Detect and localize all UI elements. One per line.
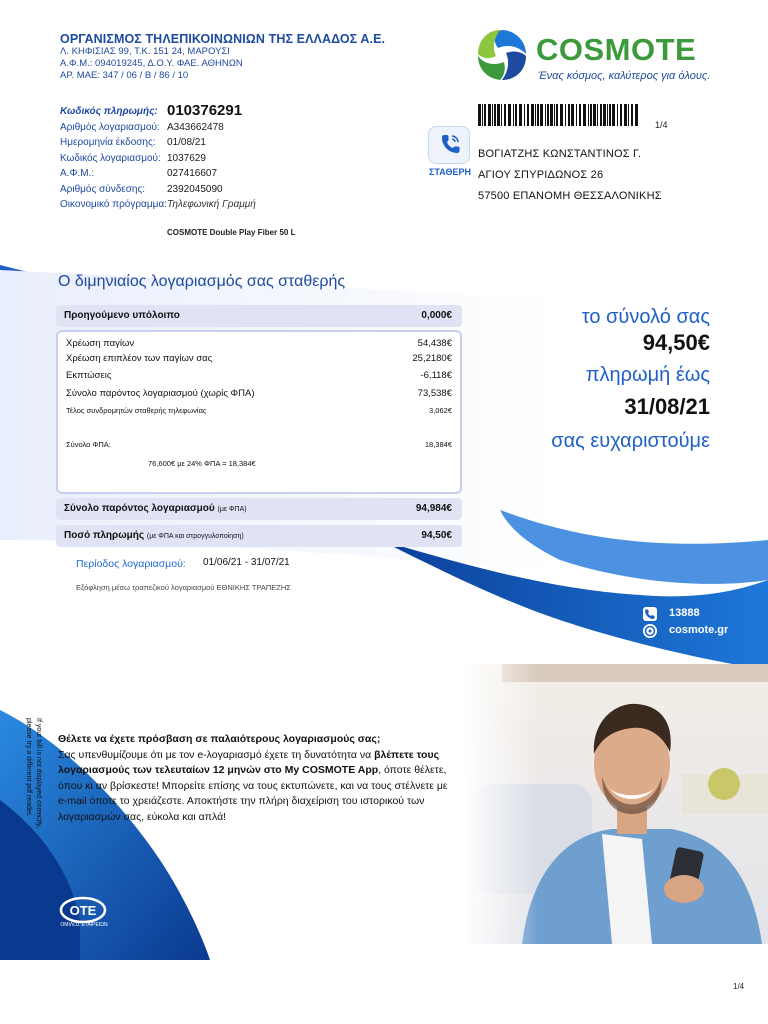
- charge-value: 73,538€: [417, 388, 452, 399]
- globe-icon: [643, 624, 657, 638]
- previous-balance-label: Προηγούμενο υπόλοιπο: [64, 310, 180, 321]
- barcode-bar: [554, 104, 555, 126]
- charge-label: Σύνολο παρόντος λογαριασμού (χωρίς ΦΠΑ): [66, 388, 255, 399]
- barcode-bar: [579, 104, 581, 126]
- barcode-bar: [513, 104, 514, 126]
- barcode-bar: [545, 104, 546, 126]
- charge-label: Τέλος συνδρομητών σταθερής τηλεφωνίας: [66, 406, 207, 415]
- total-amount: 94,50€: [642, 330, 710, 355]
- barcode-bar: [484, 104, 486, 126]
- period-label: Περίοδος λογαριασμού:: [76, 558, 186, 570]
- promo-body-1: Σας υπενθυμίζουμε ότι με τον e-λογαριασμό έχετε τη δυνατότητα να: [58, 748, 375, 761]
- charge-label: Εκπτώσεις: [66, 370, 112, 381]
- cosmote-logo-icon: [474, 26, 530, 84]
- info-row-account-number: [60, 122, 360, 138]
- info-row-issue-date: [60, 137, 360, 153]
- barcode-bar: [492, 104, 493, 126]
- barcode-bar: [488, 104, 491, 126]
- barcode: [478, 104, 638, 126]
- ote-logo-icon: [58, 895, 108, 925]
- period-value: 01/06/21 - 31/07/21: [203, 557, 290, 568]
- charge-value: 25,2180€: [412, 353, 452, 364]
- barcode-bar: [501, 104, 502, 126]
- vat-total-row: [66, 440, 452, 449]
- company-registry: ΑΡ. ΜΑΕ: 347 / 06 / Β / 86 / 10: [60, 70, 189, 81]
- charge-row: [66, 353, 452, 364]
- company-address: Λ. ΚΗΦΙΣΙΑΣ 99, Τ.Κ. 151 24, ΜΑΡΟΥΣΙ: [60, 46, 230, 57]
- contact-web: cosmote.gr: [669, 624, 729, 636]
- barcode-bar: [590, 104, 592, 126]
- charge-value: -6,118€: [420, 370, 452, 381]
- statement-title-prefix: Ο διμηνιαίος: [58, 273, 147, 290]
- plan-name: COSMOTE Double Play Fiber 50 L: [167, 228, 296, 237]
- promo-text: [58, 732, 458, 825]
- info-label: Α.Φ.Μ.:: [60, 168, 95, 179]
- previous-balance-value: 0,000€: [421, 310, 452, 321]
- ote-logo-text: ΟΤΕ: [69, 903, 97, 918]
- barcode-bar: [568, 104, 570, 126]
- barcode-bar: [535, 104, 536, 126]
- barcode-bar: [482, 104, 483, 126]
- contact-block: [643, 607, 728, 641]
- charge-value: 3,062€: [429, 406, 452, 415]
- barcode-bar: [607, 104, 608, 126]
- phone-icon: [429, 127, 471, 165]
- amount-due-note: (με ΦΠΑ και στρογγυλοποίηση): [146, 533, 244, 540]
- info-label: Ημερομηνία έκδοσης:: [60, 137, 156, 148]
- info-row-account-code: [60, 153, 360, 169]
- cosmote-logo: [474, 26, 714, 86]
- barcode-bar: [628, 104, 629, 126]
- barcode-bar: [497, 104, 500, 126]
- previous-balance-row: [56, 305, 462, 327]
- barcode-bar: [478, 104, 481, 126]
- barcode-bar: [576, 104, 577, 126]
- landline-service-icon: [428, 126, 470, 164]
- barcode-bar: [631, 104, 633, 126]
- barcode-bar: [603, 104, 606, 126]
- info-value: 010376291: [167, 102, 243, 119]
- company-name: ΟΡΓΑΝΙΣΜΟΣ ΤΗΛΕΠΙΚΟΙΝΩΝΙΩΝ ΤΗΣ ΕΛΛΑΔΟΣ Α.Ε.: [60, 32, 386, 46]
- info-row-payment-code: [60, 102, 360, 122]
- info-row-connection-number: [60, 184, 360, 200]
- barcode-bar: [537, 104, 539, 126]
- info-value: 01/08/21: [167, 137, 206, 148]
- info-label: Αριθμός λογαριασμού:: [60, 121, 160, 133]
- barcode-bar: [556, 104, 558, 126]
- charge-row: [66, 406, 452, 415]
- barcode-bar: [600, 104, 602, 126]
- info-value: 2392045090: [167, 183, 223, 195]
- barcode-bar: [593, 104, 596, 126]
- charge-row: [66, 388, 452, 399]
- barcode-bar: [494, 104, 496, 126]
- barcode-bar: [508, 104, 511, 126]
- statement-title-rest: λογαριασμός σας σταθερής: [150, 273, 346, 290]
- vat-total-value: 18,384€: [424, 440, 452, 449]
- promo-body-2: , όποτε θέλετε, όπου κι αν βρίσκεστε! Μπορείτε επίσης να τους εκτυπώνετε, και να τους στέλνετε με e-mail όποτε το χρειάζεστε. Αποκτήστε την πλήρη διαχείριση του ιστορικού των λογαριασμών σας, εύκολα και απλά!: [58, 764, 448, 823]
- recipient-street: ΑΓΙΟΥ ΣΠΥΡΙΔΩΝΟΣ 26: [478, 169, 604, 181]
- info-row-tax-id: [60, 168, 360, 184]
- barcode-bar: [609, 104, 611, 126]
- ote-logo: [58, 895, 108, 925]
- barcode-bar: [617, 104, 618, 126]
- contact-web-row[interactable]: [643, 624, 728, 641]
- total-label: το σύνολό σας: [581, 306, 710, 328]
- barcode-bar: [519, 104, 522, 126]
- barcode-bar: [612, 104, 615, 126]
- info-label: Οικονομικό πρόγραμμα:: [60, 199, 167, 210]
- info-value: 027416607: [167, 168, 218, 179]
- info-label: Κωδικός λογαριασμού:: [60, 152, 161, 164]
- barcode-bar: [588, 104, 589, 126]
- barcode-bar: [624, 104, 627, 126]
- barcode-bar: [550, 104, 553, 126]
- info-value: Τηλεφωνική Γραμμή: [167, 199, 256, 210]
- current-total-note: (με ΦΠΑ): [217, 506, 247, 513]
- company-block: [60, 32, 385, 82]
- statement-title: [58, 273, 345, 291]
- current-total-label: [64, 503, 247, 514]
- recipient-city: 57500 ΕΠΑΝΟΜΗ ΘΕΣΣΑΛΟΝΙΚΗΣ: [478, 190, 662, 202]
- landline-label: ΣΤΑΘΕΡΗ: [429, 167, 471, 177]
- barcode-bar: [565, 104, 566, 126]
- charge-label: Χρέωση παγίων: [66, 338, 135, 349]
- company-tax: Α.Φ.Μ.: 094019245, Δ.Ο.Υ. ΦΑΕ. ΑΘΗΝΩΝ: [60, 58, 243, 69]
- info-label: Κωδικός πληρωμής:: [60, 106, 158, 117]
- charge-value: 54,438€: [417, 338, 452, 349]
- barcode-bar: [515, 104, 517, 126]
- promo-body: [58, 748, 458, 826]
- recipient-address: [478, 148, 662, 211]
- amount-due-label-text: Ποσό πληρωμής: [64, 530, 145, 541]
- info-value: A343662478: [167, 121, 224, 133]
- side-note-line2: please try a different pdf reader.: [25, 718, 32, 817]
- vat-detail: 76,600€ με 24% ΦΠΑ = 18,384€: [148, 459, 256, 468]
- promo-question: Θέλετε να έχετε πρόσβαση σε παλαιότερους λογαριασμούς σας;: [58, 733, 381, 745]
- barcode-bar: [635, 104, 638, 126]
- charges-box: [56, 330, 462, 494]
- barcode-bar: [527, 104, 529, 126]
- charge-label: Χρέωση επιπλέον των παγίων σας: [66, 353, 213, 364]
- current-total-label-text: Σύνολο παρόντος λογαριασμού: [64, 503, 215, 514]
- phone-icon: [643, 607, 657, 621]
- barcode-bar: [531, 104, 534, 126]
- barcode-bar: [571, 104, 574, 126]
- thanks-text: σας ευχαριστούμε: [551, 430, 710, 452]
- amount-due-row: [56, 525, 462, 547]
- barcode-bar: [524, 104, 525, 126]
- due-label: πληρωμή έως: [585, 364, 710, 386]
- barcode-bar: [540, 104, 543, 126]
- charge-row: [66, 338, 452, 349]
- recipient-name: ΒΟΓΙΑΤΖΗΣ ΚΩΝΣΤΑΝΤΙΝΟΣ Γ.: [478, 148, 642, 160]
- barcode-bar: [547, 104, 549, 126]
- barcode-bar: [560, 104, 563, 126]
- due-date: 31/08/21: [624, 394, 710, 419]
- charge-row: [66, 370, 452, 381]
- vat-total-label: Σύνολο ΦΠΑ:: [66, 440, 111, 449]
- contact-phone-row[interactable]: [643, 607, 728, 624]
- info-value: 1037629: [167, 152, 206, 164]
- page-number-bottom: 1/4: [733, 982, 745, 991]
- brand-tagline: Ένας κόσμος, καλύτερος για όλους.: [538, 70, 711, 82]
- brand-name: COSMOTE: [536, 32, 697, 67]
- ote-subtitle: ΟΜΙΛΟΣ ΕΤΑΙΡΕΙΩΝ: [60, 922, 108, 928]
- side-note: [8, 718, 44, 828]
- info-row-program: [60, 199, 360, 215]
- contact-phone: 13888: [669, 607, 700, 619]
- side-note-line1: If your bill is not displayed correctly,: [35, 718, 42, 828]
- customer-info: [60, 102, 360, 215]
- barcode-bar: [597, 104, 598, 126]
- barcode-bar: [583, 104, 586, 126]
- promo-photo: [462, 664, 768, 944]
- barcode-bar: [504, 104, 506, 126]
- payment-note: Εξόφληση μέσω τραπεζικού λογαριασμού ΕΘΝΙΚΗΣ ΤΡΑΠΕΖΗΣ: [76, 583, 291, 592]
- promo-body-bold: βλέπετε τους λογαριασμούς των τελευταίων 12 μηνών στο My COSMOTE App: [58, 748, 440, 776]
- current-total-row: [56, 498, 462, 520]
- barcode-bar: [620, 104, 622, 126]
- amount-due-label: [64, 530, 244, 541]
- amount-due-value: 94,50€: [421, 530, 452, 541]
- info-label: Αριθμός σύνδεσης:: [60, 183, 146, 195]
- current-total-value: 94,984€: [415, 503, 452, 514]
- page-number-top: 1/4: [655, 120, 668, 130]
